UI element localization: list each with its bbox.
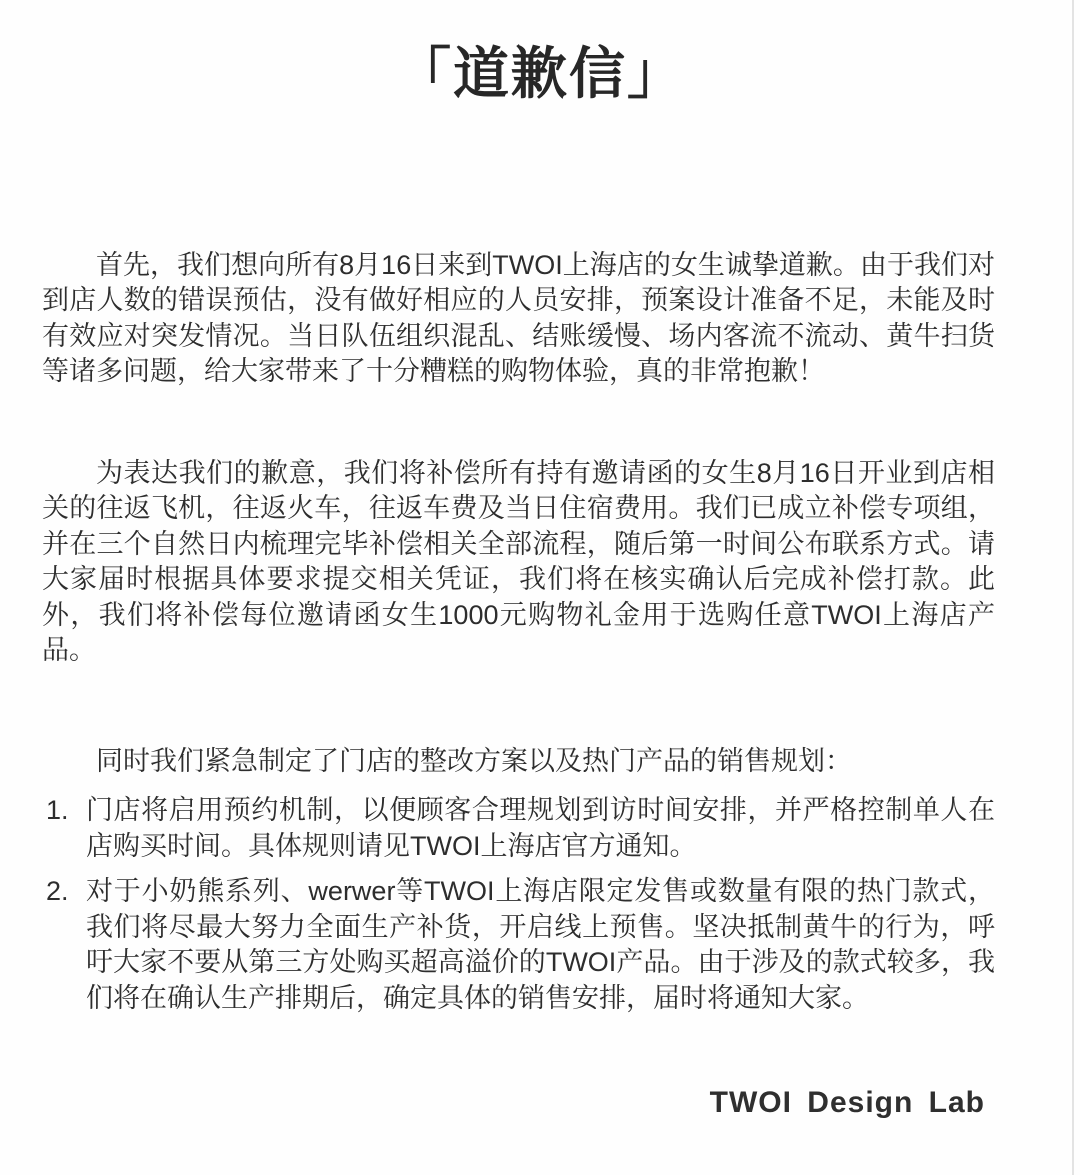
- measures-list: [42, 793, 995, 1016]
- list-item-text: 门店将启用预约机制，以便顾客合理规划到访时间安排，并严格控制单人在店购买时间。具体规则请见TWOI上海店官方通知。: [86, 795, 995, 861]
- paragraph-apology: 首先，我们想向所有8月16日来到TWOI上海店的女生诚挚道歉。由于我们对到店人数的错误预估，没有做好相应的人员安排，预案设计准备不足，未能及时有效应对突发情况。当日队伍组织混乱、结账缓慢、场内客流不流动、黄牛扫货等诸多问题，给大家带来了十分糟糕的购物体验，真的非常抱歉！: [42, 249, 995, 387]
- paragraph-compensation: 为表达我们的歉意，我们将补偿所有持有邀请函的女生8月16日开业到店相关的往返飞机，往返火车，往返车费及当日住宿费用。我们已成立补偿专项组，并在三个自然日内梳理完毕补偿相关全部流程，随后第一时间公布联系方式。请大家届时根据具体要求提交相关凭证，我们将在核实确认后完成补偿打款。此外，我们将补偿每位邀请函女生1000元购物礼金用于选购任意TWOI上海店产品。: [42, 457, 995, 666]
- list-item: [42, 874, 995, 1016]
- section-intro: 同时我们紧急制定了门店的整改方案以及热门产品的销售规划：: [96, 745, 852, 776]
- list-item: [42, 793, 995, 864]
- list-item-number: 1.: [46, 795, 69, 826]
- list-item-number: 2.: [46, 876, 69, 907]
- list-item-text: 对于小奶熊系列、werwer等TWOI上海店限定发售或数量有限的热门款式，我们将尽最大努力全面生产补货，开启线上预售。坚决抵制黄牛的行为，呼吁大家不要从第三方处购买超高溢价的TWOI产品。由于涉及的款式较多，我们将在确认生产排期后，确定具体的销售安排，届时将通知大家。: [86, 876, 995, 1013]
- brand-signature: TWOI Design Lab: [709, 1086, 985, 1119]
- page-title: 「道歉信」: [395, 42, 685, 105]
- letter-body: [0, 248, 1080, 1017]
- page-edge-line: [1072, 0, 1074, 1175]
